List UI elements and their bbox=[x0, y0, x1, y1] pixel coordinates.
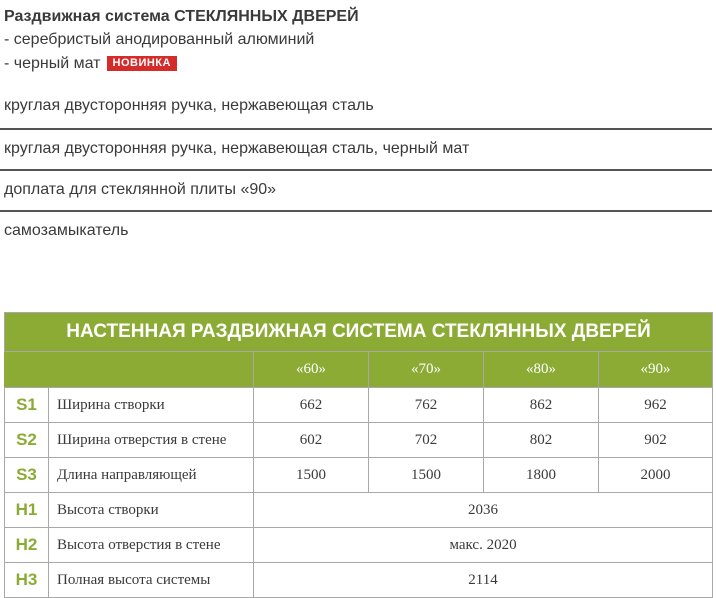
row-code: S3 bbox=[5, 458, 49, 493]
row-value: 2000 bbox=[599, 458, 713, 493]
row-label: Ширина отверстия в стене bbox=[49, 423, 254, 458]
row-value: 1500 bbox=[254, 458, 369, 493]
size-header: «80» bbox=[484, 352, 599, 388]
row-value: 862 bbox=[484, 388, 599, 423]
table-row bbox=[5, 563, 713, 598]
row-value: 762 bbox=[369, 388, 484, 423]
row-label: Ширина створки bbox=[49, 388, 254, 423]
size-header-row bbox=[5, 352, 713, 388]
row-value: 962 bbox=[599, 388, 713, 423]
size-header: «90» bbox=[599, 352, 713, 388]
new-badge: НОВИНКА bbox=[107, 56, 177, 71]
option-item: круглая двусторонняя ручка, нержавеющая сталь bbox=[4, 97, 374, 114]
table-row bbox=[5, 423, 713, 458]
row-value: 1800 bbox=[484, 458, 599, 493]
row-value: 1500 bbox=[369, 458, 484, 493]
row-code: H1 bbox=[5, 493, 49, 528]
spec-table bbox=[4, 312, 713, 598]
table-row bbox=[5, 388, 713, 423]
row-merged-value: 2036 bbox=[254, 493, 713, 528]
row-value: 802 bbox=[484, 423, 599, 458]
size-header: «60» bbox=[254, 352, 369, 388]
row-code: H3 bbox=[5, 563, 49, 598]
row-merged-value: 2114 bbox=[254, 563, 713, 598]
product-header bbox=[4, 6, 712, 76]
finish-line-silver: - серебристый анодированный алюминий bbox=[4, 31, 315, 48]
row-label: Высота створки bbox=[49, 493, 254, 528]
options-list bbox=[0, 87, 712, 251]
row-value: 602 bbox=[254, 423, 369, 458]
size-header: «70» bbox=[369, 352, 484, 388]
table-row bbox=[5, 493, 713, 528]
row-value: 662 bbox=[254, 388, 369, 423]
table-row bbox=[5, 528, 713, 563]
finish-black-label: - черный мат bbox=[4, 55, 101, 72]
row-code: S1 bbox=[5, 388, 49, 423]
finish-line-black bbox=[4, 52, 712, 76]
row-label: Длина направляющей bbox=[49, 458, 254, 493]
header-blank bbox=[49, 352, 254, 388]
row-label: Высота отверстия в стене bbox=[49, 528, 254, 563]
option-item: самозамыкатель bbox=[0, 210, 712, 251]
header-blank bbox=[5, 352, 49, 388]
row-label: Полная высота системы bbox=[49, 563, 254, 598]
row-code: H2 bbox=[5, 528, 49, 563]
option-item: круглая двусторонняя ручка, нержавеющая сталь, черный мат bbox=[0, 128, 712, 169]
row-value: 702 bbox=[369, 423, 484, 458]
row-value: 902 bbox=[599, 423, 713, 458]
row-code: S2 bbox=[5, 423, 49, 458]
product-title: Раздвижная система СТЕКЛЯННЫХ ДВЕРЕЙ bbox=[4, 8, 359, 25]
row-merged-value: макс. 2020 bbox=[254, 528, 713, 563]
table-title-row bbox=[5, 313, 713, 352]
table-row bbox=[5, 458, 713, 493]
table-title: НАСТЕННАЯ РАЗДВИЖНАЯ СИСТЕМА СТЕКЛЯННЫХ ДВЕРЕЙ bbox=[5, 313, 713, 352]
option-item: доплата для стеклянной плиты «90» bbox=[0, 169, 712, 210]
